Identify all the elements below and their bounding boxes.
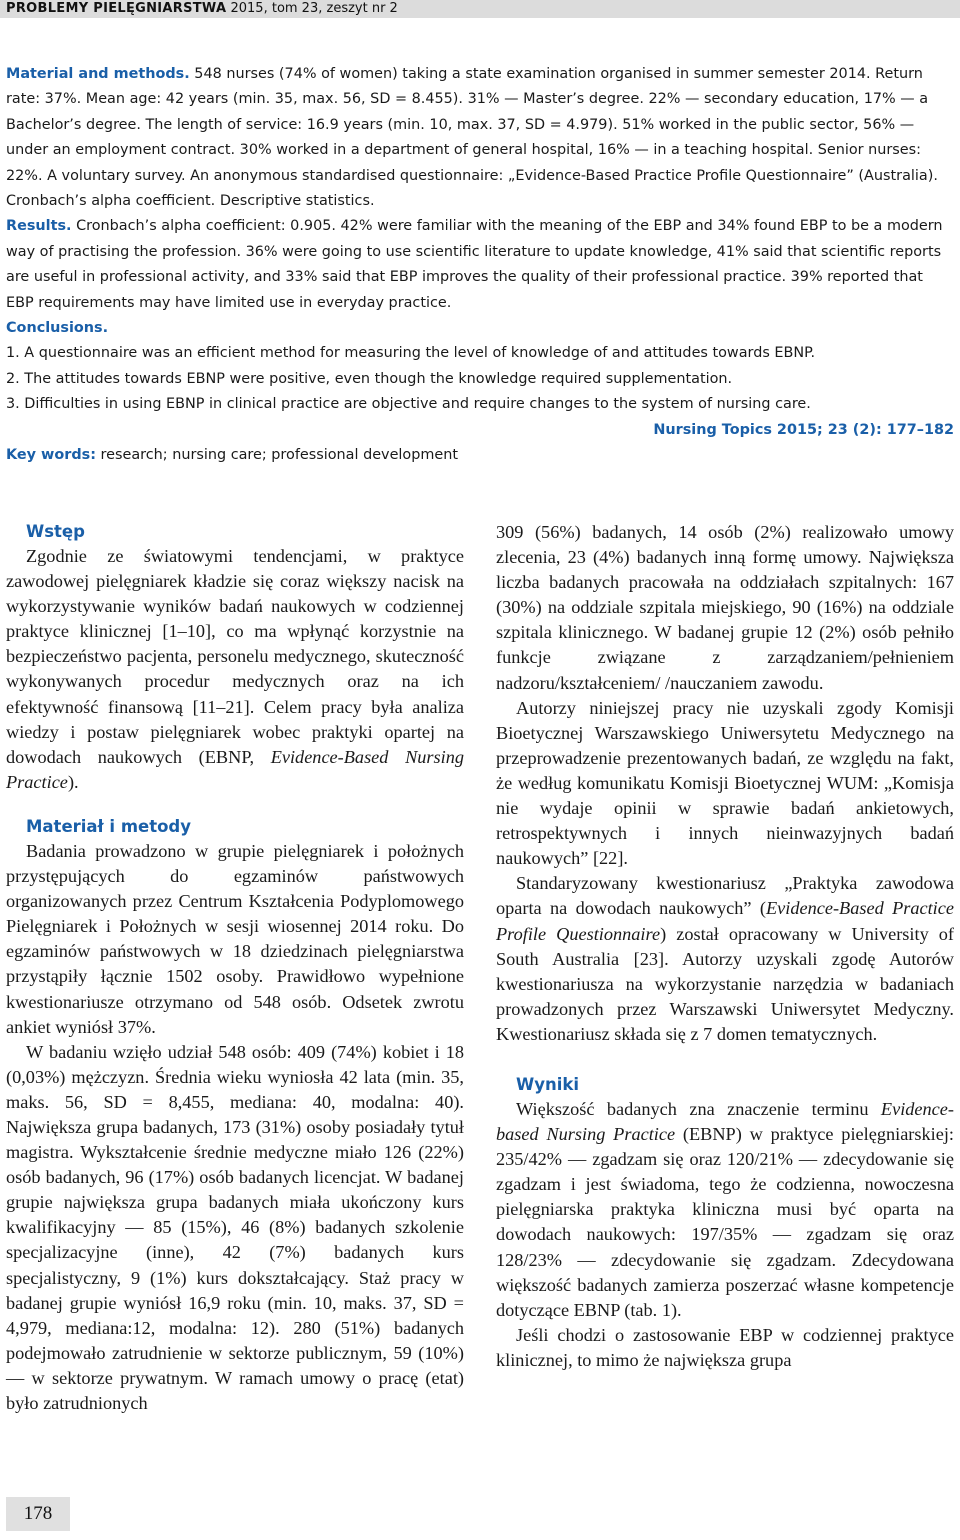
results-text-a: Większość badanych zna znaczenie terminu [516,1098,881,1119]
questionnaire-text-em: Evidence-Based Practice Profile Questionnaire [496,898,954,944]
continued-paragraph: 309 (56%) badanych, 14 osób (2%) realizowało umowy zlecenia, 23 (4%) badanych inną formę umowy. Największa liczba badanych pracowała na oddziałach szpitalnych: 167 (30%) na oddziale szpitala miejskiego, 90 (16%) na oddziale szpitala klinicznego. W badanej grupie 12 (2%) osób pełniło funkcje związane z zarządzaniem/pełnieniem nadzoru/kształceniem/ /nauczaniem zawodu. [496,522,954,693]
left-column [6,520,464,1416]
keywords [6,443,954,468]
methods-paragraph-2: W badaniu wzięło udział 548 osób: 409 (74%) kobiet i 18 (0,03%) mężczyzn. Średnia wieku wyniosła 42 lata (min. 35, maks. 56, SD = 8,455, mediana: 40, modalna: 40). Największa grupa badanych, 173 (31%) osoby posiadały tytuł magistra. Wykształcenie średnie medyczne miało 126 (22%) osób badanych, 96 (17%) osób badanych licencjat. W badanej grupie największa grupa badanych miała ukończony kurs kwalifikacyjny — 85 (15%), 46 (8%) badanych szkolenie specjalizacyjne (inne), 42 (7%) badanych kurs specjalistyczny, 9 (1%) kurs dokształcający. Staż pracy w badanej grupie wyniósł 16,9 roku (min. 10, maks. 37, SD = 4,979, mediana:12, modalna: 12). 280 (51%) badanych podejmowało zatrudnienie w sektorze publicznym, 59 (10%) — w sektorze prywatnym. W ramach umowy o pracę (etat) było zatrudnionych [6,1041,464,1413]
conclusion-item-2: 2. The attitudes towards EBNP were positive, even though the knowledge required supplementation. [6,370,733,387]
english-abstract [6,62,954,469]
results-text: Cronbach’s alpha coefficient: 0.905. 42% were familiar with the meaning of the EBP and 34% found EBP to be a modern way of practising the profession. 36% were going to use scientific literature to update knowledge, 41% said that scientific reports are useful in professional activity, and 33% said that EBP improves the quality of their professional practice. 39% reported that EBP requirements may have limited use in everyday practice. [6,218,943,311]
methods-text: 548 nurses (74% of women) taking a state examination organised in summer semester 2014. Return rate: 37%. Mean age: 42 years (min. 35, max. 56, SD = 8.455). 31% — Master’s degree. 22% — secondary education, 17% — a Bachelor’s degree. The length of service: 16.9 years (min. 10, max. 37, SD = 4.979). 51% worked in the public sector, 56% — under an employment contract. 30% worked in a department of general hospital, 16% — in a teaching hospital. Senior nurses: 22%. A voluntary survey. An anonymous standardised questionnaire: „Evidence-Based Practice Profile Questionnaire” (Australia). Cronbach’s alpha coefficient. Descriptive statistics. [6,66,938,210]
results-paragraph-1 [496,1097,954,1323]
running-header [0,0,960,18]
journal-name: PROBLEMY PIELĘGNIARSTWA [6,1,227,16]
abstract-results [6,214,954,316]
keywords-label: Key words: [6,447,96,464]
intro-text-b: ). [67,771,79,792]
intro-text-em: Evidence-Based Nursing Practice [6,746,464,792]
results-text-b: (EBNP) w praktyce pielęgniarskiej: 235/42% — zgadzam się oraz 120/21% — zdecydowanie się zgadzam i jest świadoma, tego że codzienna, nowoczesna pielęgniarska praktyka kliniczna musi być oparta na dowodach naukowych: 197/35% — zgadzam się oraz 128/23% — zdecydowanie się zgadzam. Zdecydowana większość badanych zamierza poszerzać własne kompetencje dotyczące EBNP (tab. 1). [496,1124,955,1320]
conclusion-item-1: 1. A questionnaire was an efficient method for measuring the level of knowledge of and attitudes towards EBNP. [6,345,816,362]
citation: Nursing Topics 2015; 23 (2): 177–182 [653,421,954,438]
questionnaire-text-a: Standaryzowany kwestionariusz „Praktyka zawodowa oparta na dowodach naukowych” ( [496,873,954,919]
conclusion-item-3: 3. Difficulties in using EBNP in clinical practice are objective and require changes to the system of nursing care. [6,396,811,413]
ethics-paragraph: Autorzy niniejszej pracy nie uzyskali zgody Komisji Bioetycznej Warszawskiego Uniwersytetu Medycznego na przeprowadzenie prezentowanych badań, ze względu na fakt, że według komunikatu Komisji Bioetycznej WUM: „Komisja nie wydaje opinii w sprawie badań ankietowych, retrospektywnych i innych nieinwazyjnych badań naukowych” [22]. [496,697,954,869]
methods-paragraph-1: Badania prowadzono w grupie pielęgniarek i położnych przystępujących do egzaminów państwowych organizowanych przez Centrum Kształcenia Podyplomowego Pielęgniarek i Położnych w sesji wiosennej 2014 roku. Do egzaminów państwowych w 18 dziedzinach pielęgniarstwa przystąpiły łącznie 1502 osoby. Prawidłowo wypełnione kwestionariusze otrzymano od 548 osób. Odsetek zwrotu ankiet wyniósł 37%. [6,840,464,1037]
issue-info: 2015, tom 23, zeszyt nr 2 [226,1,398,16]
keywords-text: research; nursing care; professional development [95,447,458,464]
results-paragraph-2: Jeśli chodzi o zastosowanie EBP w codziennej praktyce klinicznej, to mimo że największa grupa [496,1324,954,1370]
section-heading-results: Wyniki [516,1074,579,1094]
intro-paragraph [6,544,464,795]
methods-label: Material and methods. [6,66,190,82]
results-text-em: Evidence-based Nursing Practice [496,1098,954,1145]
results-label: Results. [6,218,72,235]
right-column [496,520,954,1373]
questionnaire-text-b: ) został opracowany w University of South Australia [23]. Autorzy uzyskali zgodę Autorów kwestionariusza na wykorzystanie narzędzia w badaniach prowadzonych przez Warszawski Uniwersytet Medyczny. Kwestionariusz składa się z 7 domen tematycznych. [496,923,954,1044]
section-heading-intro: Wstęp [26,522,85,541]
page-number: 178 [6,1497,70,1531]
abstract-methods [6,62,954,214]
conclusions-label: Conclusions. [6,320,109,337]
section-heading-methods: Materiał i metody [26,816,191,836]
intro-text-a: Zgodnie ze światowymi tendencjami, w praktyce zawodowej pielęgniarek kładzie się coraz większy nacisk na wykorzystywanie wyników badań naukowych w codziennej praktyce klinicznej [1–10], co ma wpłynąć korzystnie na bezpieczeństwo pacjenta, personelu medycznego, skuteczność wykonywanych procedur medycznych oraz na ich efektywność finansową [11–21]. Celem pracy była analiza wiedzy i postaw pielęgniarek wobec praktyki opartej na dowodach naukowych (EBNP, [6,546,464,767]
questionnaire-paragraph [496,871,954,1047]
